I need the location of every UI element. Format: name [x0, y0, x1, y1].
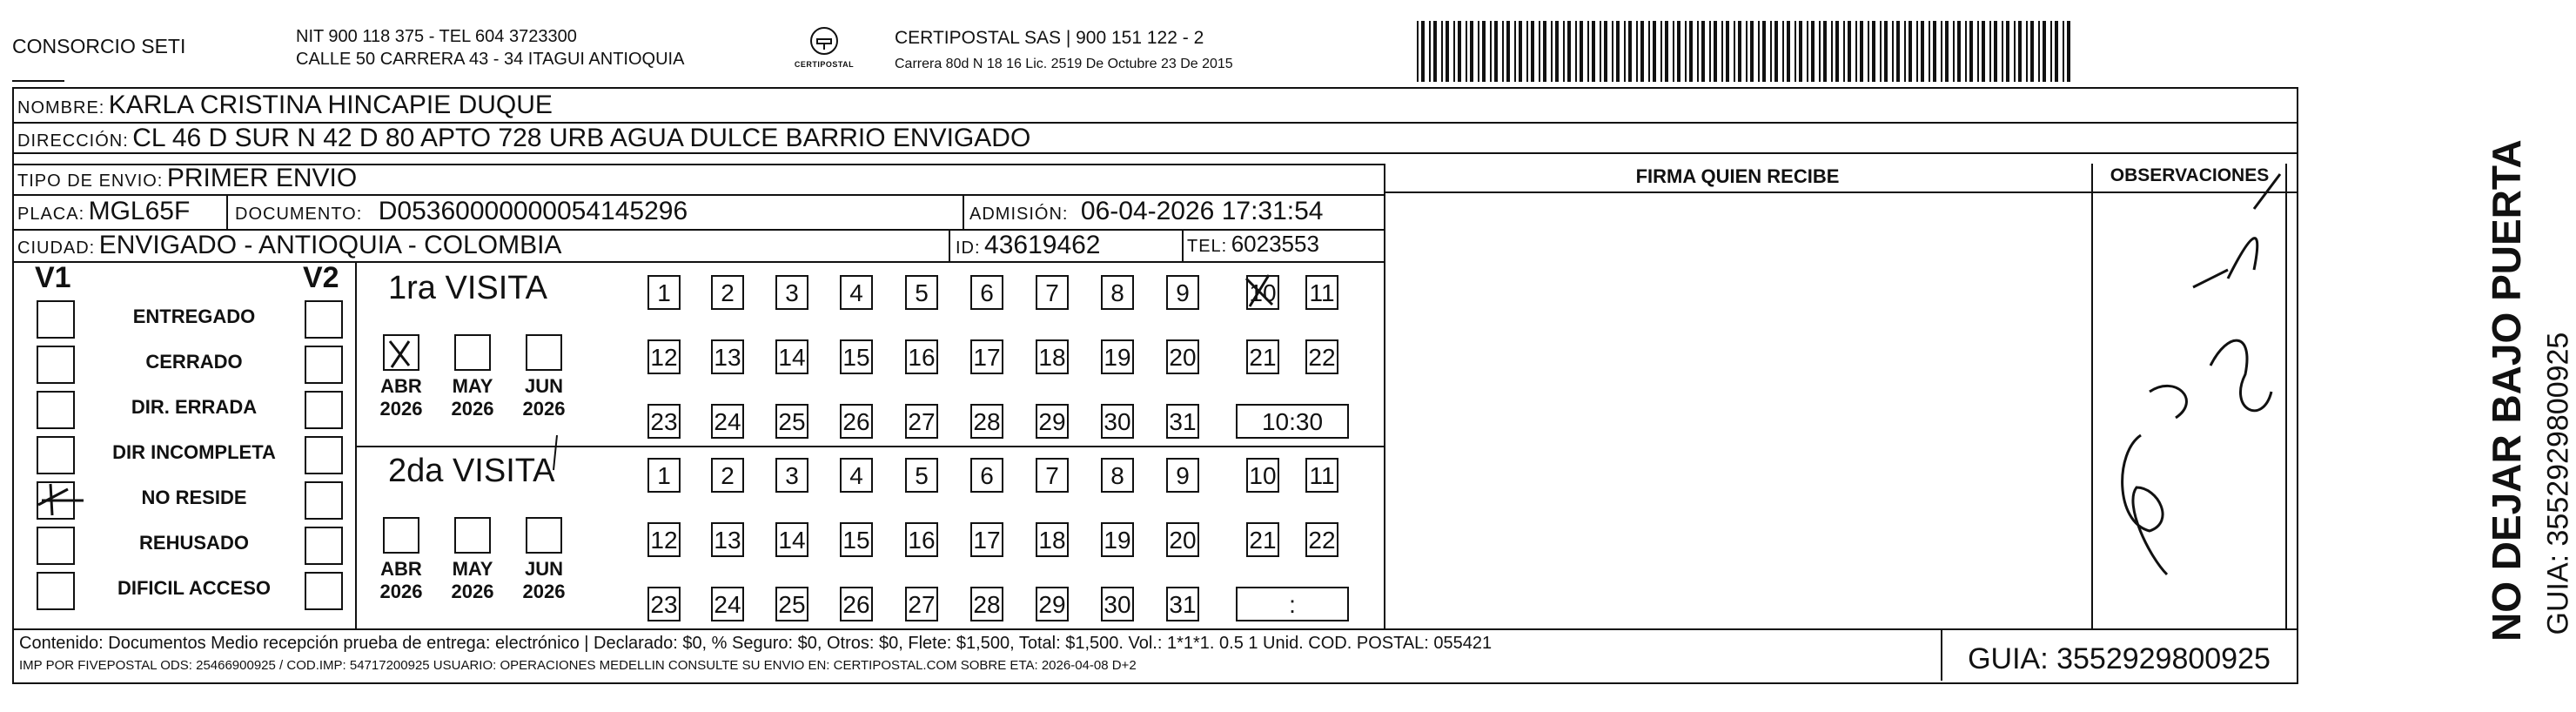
- col-line: [2285, 164, 2287, 628]
- tel-row: [1187, 231, 1319, 258]
- admision-label: ADMISIÓN:: [969, 205, 1069, 224]
- observaciones-header: OBSERVACIONES: [2110, 165, 2270, 185]
- day-box[interactable]: 17: [970, 522, 1003, 557]
- day-box[interactable]: 9: [1166, 275, 1199, 310]
- v2-checkbox[interactable]: [305, 527, 343, 565]
- nit-line: NIT 900 118 375 - TEL 604 3723300: [296, 27, 577, 46]
- day-box[interactable]: 27: [905, 404, 938, 439]
- admision-row: [969, 197, 1323, 226]
- nombre-value: KARLA CRISTINA HINCAPIE DUQUE: [108, 91, 553, 119]
- year-label: 2026: [379, 398, 423, 420]
- day-box[interactable]: 17: [970, 339, 1003, 374]
- day-box[interactable]: 25: [775, 587, 808, 621]
- month-label: JUN: [524, 558, 563, 580]
- status-label: DIR INCOMPLETA: [112, 441, 276, 463]
- day-box[interactable]: 8: [1101, 458, 1134, 493]
- status-label: NO RESIDE: [141, 487, 247, 508]
- day-box[interactable]: 14: [775, 339, 808, 374]
- col-line: [963, 194, 964, 229]
- year-label: 2026: [379, 581, 423, 602]
- day-box[interactable]: 19: [1101, 339, 1134, 374]
- col-line: [226, 194, 228, 229]
- day-box[interactable]: 5: [905, 458, 938, 493]
- day-box[interactable]: 25: [775, 404, 808, 439]
- certipostal-logo: [794, 26, 855, 75]
- status-label: ENTREGADO: [132, 306, 256, 327]
- month-label: ABR: [380, 375, 422, 397]
- v2-checkbox[interactable]: [305, 391, 343, 429]
- tel-label: TEL:: [1187, 237, 1228, 256]
- barcode: [1417, 21, 2078, 82]
- day-box[interactable]: 7: [1036, 458, 1069, 493]
- month-label: ABR: [380, 558, 422, 580]
- row-line: [1384, 191, 2298, 193]
- second-visit-label: 2da VISITA: [388, 453, 555, 489]
- day-box[interactable]: 13: [711, 339, 744, 374]
- firma-header: FIRMA QUIEN RECIBE: [1635, 165, 1840, 187]
- documento-value: D05360000000054145296: [378, 197, 688, 225]
- v1-checkbox[interactable]: [37, 346, 75, 384]
- v2-checkbox[interactable]: [305, 346, 343, 384]
- v1-checkbox[interactable]: [37, 481, 75, 520]
- day-box[interactable]: 23: [647, 587, 681, 621]
- year-label: 2026: [451, 581, 494, 602]
- admision-value: 06-04-2026 17:31:54: [1080, 197, 1324, 225]
- day-box[interactable]: 19: [1101, 522, 1134, 557]
- day-box[interactable]: 20: [1166, 339, 1199, 374]
- day-box[interactable]: 27: [905, 587, 938, 621]
- day-box[interactable]: 1: [647, 458, 681, 493]
- day-box[interactable]: 6: [970, 458, 1003, 493]
- col-line: [2091, 164, 2093, 628]
- status-label: REHUSADO: [139, 532, 249, 554]
- day-box[interactable]: 2: [711, 275, 744, 310]
- footer-contenido: Contenido: Documentos Medio recepción prueba de entrega: electrónico | Declarado: $0, % Seguro: $0, Otros: $0, Flete: $1,500, Total: $1,500. Vol.: 1*1*1. 0.5 1 Unid. COD. POSTAL: 055421: [19, 634, 1493, 653]
- v2-checkbox[interactable]: [305, 436, 343, 474]
- col-line: [1384, 164, 1385, 628]
- time-box[interactable]: :: [1236, 587, 1349, 621]
- nombre-label: NOMBRE:: [17, 98, 105, 118]
- v2-checkbox[interactable]: [305, 481, 343, 520]
- day-box[interactable]: 6: [970, 275, 1003, 310]
- day-box[interactable]: 10: [1246, 275, 1279, 310]
- v1-checkbox[interactable]: [37, 300, 75, 339]
- footer-imp: IMP POR FIVEPOSTAL ODS: 25466900925 / COD.IMP: 54717200925 USUARIO: OPERACIONES MEDELLIN CONSULTE SU ENVIO EN: CERTIPOSTAL.COM SOBRE ETA: 2026-04-08 D+2: [19, 658, 1137, 673]
- header: [0, 0, 2448, 87]
- day-box[interactable]: 16: [905, 339, 938, 374]
- placa-label: PLACA:: [17, 205, 85, 224]
- certipostal-logo-icon: [807, 26, 842, 56]
- col-line: [949, 229, 950, 261]
- day-box[interactable]: 22: [1305, 339, 1338, 374]
- day-box[interactable]: 11: [1305, 275, 1338, 310]
- day-box[interactable]: 21: [1246, 522, 1279, 557]
- row-line: [12, 628, 2297, 630]
- row-line: [12, 261, 1384, 263]
- day-box[interactable]: 4: [840, 275, 873, 310]
- day-box[interactable]: 31: [1166, 587, 1199, 621]
- year-label: 2026: [522, 581, 566, 602]
- placa-row: [17, 197, 190, 226]
- year-label: 2026: [522, 398, 566, 420]
- day-box[interactable]: 29: [1036, 587, 1069, 621]
- month-checkbox[interactable]: [526, 517, 562, 554]
- day-box[interactable]: 5: [905, 275, 938, 310]
- ciudad-label: CIUDAD:: [17, 238, 96, 258]
- day-box[interactable]: 11: [1305, 458, 1338, 493]
- day-box[interactable]: 18: [1036, 522, 1069, 557]
- day-box[interactable]: 22: [1305, 522, 1338, 557]
- company-name: CONSORCIO SETI: [12, 35, 186, 57]
- visit-divider: [355, 261, 357, 628]
- no-dejar-bajo-puerta: NO DEJAR BAJO PUERTA: [2484, 139, 2529, 641]
- month-label: JUN: [524, 375, 563, 397]
- day-box[interactable]: 16: [905, 522, 938, 557]
- day-box[interactable]: 1: [647, 275, 681, 310]
- day-box[interactable]: 20: [1166, 522, 1199, 557]
- month-checkbox[interactable]: [383, 517, 419, 554]
- direccion-value: CL 46 D SUR N 42 D 80 APTO 728 URB AGUA DULCE BARRIO ENVIGADO: [132, 124, 1031, 152]
- day-box[interactable]: 3: [775, 458, 808, 493]
- v2-checkbox[interactable]: [305, 300, 343, 339]
- v2-checkbox[interactable]: [305, 572, 343, 610]
- month-checkbox[interactable]: [454, 334, 491, 371]
- first-visit-label: 1ra VISITA: [388, 270, 548, 306]
- certipostal-line: CERTIPOSTAL SAS | 900 151 122 - 2: [895, 28, 1204, 48]
- nombre-row: [17, 91, 553, 120]
- day-box[interactable]: 14: [775, 522, 808, 557]
- status-label: DIFICIL ACCESO: [117, 577, 271, 599]
- status-label: DIR. ERRADA: [131, 396, 258, 418]
- day-box[interactable]: 8: [1101, 275, 1134, 310]
- day-box[interactable]: 3: [775, 275, 808, 310]
- month-checkbox[interactable]: [383, 334, 419, 371]
- visit-divider: [355, 446, 1384, 447]
- day-box[interactable]: 10: [1246, 458, 1279, 493]
- ciudad-row: [17, 231, 561, 260]
- day-box[interactable]: 13: [711, 522, 744, 557]
- row-line: [12, 194, 1384, 196]
- day-box[interactable]: 30: [1101, 587, 1134, 621]
- status-label: CERRADO: [145, 351, 243, 373]
- address-line: CALLE 50 CARRERA 43 - 34 ITAGUI ANTIOQUIA: [296, 50, 685, 69]
- day-box[interactable]: 24: [711, 404, 744, 439]
- day-box[interactable]: 21: [1246, 339, 1279, 374]
- tipo-label: TIPO DE ENVIO:: [17, 171, 164, 191]
- month-checkbox[interactable]: [454, 517, 491, 554]
- placa-value: MGL65F: [88, 197, 191, 225]
- direccion-row: [17, 124, 1030, 153]
- side-guia: GUIA: 3552929800925: [2541, 332, 2575, 635]
- tel-value: 6023553: [1231, 231, 1319, 257]
- day-box[interactable]: 2: [711, 458, 744, 493]
- logo-text: CERTIPOSTAL: [794, 60, 855, 69]
- v2-label: V2: [303, 261, 339, 294]
- day-box[interactable]: 12: [647, 339, 681, 374]
- time-box[interactable]: 10:30: [1236, 404, 1349, 439]
- col-line: [1182, 229, 1184, 261]
- v1-checkbox[interactable]: [37, 391, 75, 429]
- day-box[interactable]: 26: [840, 587, 873, 621]
- day-box[interactable]: 31: [1166, 404, 1199, 439]
- day-box[interactable]: 23: [647, 404, 681, 439]
- day-box[interactable]: 29: [1036, 404, 1069, 439]
- documento-row: [235, 197, 688, 226]
- day-box[interactable]: 30: [1101, 404, 1134, 439]
- id-value: 43619462: [984, 231, 1101, 259]
- day-box[interactable]: 18: [1036, 339, 1069, 374]
- col-line: [1941, 628, 1942, 681]
- month-label: MAY: [452, 558, 493, 580]
- footer-guia: GUIA: 3552929800925: [1968, 642, 2271, 675]
- day-box[interactable]: 28: [970, 587, 1003, 621]
- tipo-value: PRIMER ENVIO: [166, 164, 358, 192]
- year-label: 2026: [451, 398, 494, 420]
- ciudad-value: ENVIGADO - ANTIOQUIA - COLOMBIA: [98, 231, 562, 259]
- day-box[interactable]: 15: [840, 522, 873, 557]
- documento-label: DOCUMENTO:: [235, 205, 363, 224]
- day-box[interactable]: 26: [840, 404, 873, 439]
- day-box[interactable]: 4: [840, 458, 873, 493]
- license-line: Carrera 80d N 18 16 Lic. 2519 De Octubre 23 De 2015: [895, 57, 1233, 71]
- v1-checkbox[interactable]: [37, 527, 75, 565]
- id-row: [956, 231, 1101, 260]
- month-checkbox[interactable]: [526, 334, 562, 371]
- day-box[interactable]: 12: [647, 522, 681, 557]
- day-box[interactable]: 9: [1166, 458, 1199, 493]
- tipo-row: [17, 164, 357, 193]
- day-box[interactable]: 24: [711, 587, 744, 621]
- v1-label: V1: [35, 261, 71, 294]
- header-underline: [12, 80, 64, 82]
- v1-checkbox[interactable]: [37, 436, 75, 474]
- day-box[interactable]: 15: [840, 339, 873, 374]
- v1-checkbox[interactable]: [37, 572, 75, 610]
- day-box[interactable]: 28: [970, 404, 1003, 439]
- month-label: MAY: [452, 375, 493, 397]
- direccion-label: DIRECCIÓN:: [17, 131, 129, 151]
- id-label: ID:: [956, 238, 981, 258]
- day-box[interactable]: 7: [1036, 275, 1069, 310]
